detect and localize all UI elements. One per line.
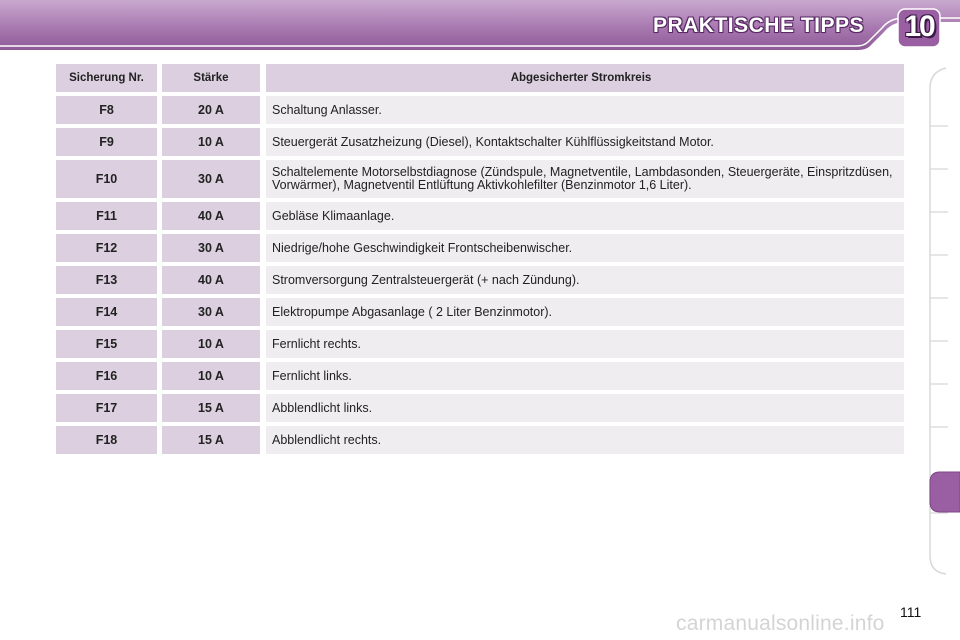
table-row bbox=[56, 160, 904, 198]
table-row bbox=[56, 330, 904, 358]
fuse-number: F10 bbox=[56, 160, 157, 198]
fuse-circuit: Niedrige/hohe Geschwindigkeit Frontscheibenwischer. bbox=[266, 234, 904, 262]
fuse-number: F16 bbox=[56, 362, 157, 390]
fuse-circuit: Fernlicht rechts. bbox=[266, 330, 904, 358]
fuse-rating: 10 A bbox=[162, 128, 260, 156]
table-row bbox=[56, 362, 904, 390]
chapter-tabs-shape bbox=[928, 66, 960, 576]
header-circuit: Abgesicherter Stromkreis bbox=[266, 64, 904, 92]
fuse-number: F14 bbox=[56, 298, 157, 326]
page-number: 111 bbox=[900, 604, 922, 620]
table-row bbox=[56, 96, 904, 124]
fuse-circuit: Elektropumpe Abgasanlage ( 2 Liter Benzinmotor). bbox=[266, 298, 904, 326]
fuse-rating: 10 A bbox=[162, 330, 260, 358]
fuse-number: F13 bbox=[56, 266, 157, 294]
fuse-circuit: Schaltung Anlasser. bbox=[266, 96, 904, 124]
chapter-badge bbox=[897, 8, 941, 48]
table-row bbox=[56, 426, 904, 454]
fuse-rating: 15 A bbox=[162, 394, 260, 422]
fuse-circuit: Gebläse Klimaanlage. bbox=[266, 202, 904, 230]
table-row bbox=[56, 298, 904, 326]
fuse-rating: 30 A bbox=[162, 160, 260, 198]
table-row bbox=[56, 128, 904, 156]
fuse-number: F11 bbox=[56, 202, 157, 230]
fuse-circuit: Abblendlicht links. bbox=[266, 394, 904, 422]
page-title: PRAKTISCHE TIPPS bbox=[652, 14, 864, 37]
watermark: carmanualsonline.info bbox=[676, 612, 885, 635]
fuse-rating: 40 A bbox=[162, 202, 260, 230]
fuse-rating: 15 A bbox=[162, 426, 260, 454]
fuse-number: F8 bbox=[56, 96, 157, 124]
fuse-circuit: Schaltelemente Motorselbstdiagnose (Zündspule, Magnetventile, Lambdasonden, Steuergeräte, Einspritzdüsen, Vorwärmer), Magnetventil Entlüftung Aktivkohlefilter (Benzinmotor 1,6 Liter). bbox=[266, 160, 904, 198]
fuse-number: F18 bbox=[56, 426, 157, 454]
fuse-rating: 10 A bbox=[162, 362, 260, 390]
table-header-row bbox=[56, 64, 904, 92]
chapter-tabs bbox=[928, 66, 960, 576]
table-row bbox=[56, 234, 904, 262]
fuse-circuit: Steuergerät Zusatzheizung (Diesel), Kontaktschalter Kühlflüssigkeitstand Motor. bbox=[266, 128, 904, 156]
fuse-rating: 30 A bbox=[162, 234, 260, 262]
header-fuse-number: Sicherung Nr. bbox=[56, 64, 157, 92]
fuse-circuit: Stromversorgung Zentralsteuergerät (+ nach Zündung). bbox=[266, 266, 904, 294]
header-rating: Stärke bbox=[162, 64, 260, 92]
table-row bbox=[56, 202, 904, 230]
fuse-table bbox=[56, 64, 904, 458]
fuse-circuit: Fernlicht links. bbox=[266, 362, 904, 390]
fuse-rating: 20 A bbox=[162, 96, 260, 124]
chapter-number: 10 bbox=[904, 10, 934, 43]
page-header bbox=[0, 0, 960, 56]
fuse-rating: 30 A bbox=[162, 298, 260, 326]
fuse-number: F15 bbox=[56, 330, 157, 358]
fuse-number: F17 bbox=[56, 394, 157, 422]
fuse-rating: 40 A bbox=[162, 266, 260, 294]
fuse-number: F9 bbox=[56, 128, 157, 156]
fuse-circuit: Abblendlicht rechts. bbox=[266, 426, 904, 454]
fuse-number: F12 bbox=[56, 234, 157, 262]
table-row bbox=[56, 394, 904, 422]
table-row bbox=[56, 266, 904, 294]
